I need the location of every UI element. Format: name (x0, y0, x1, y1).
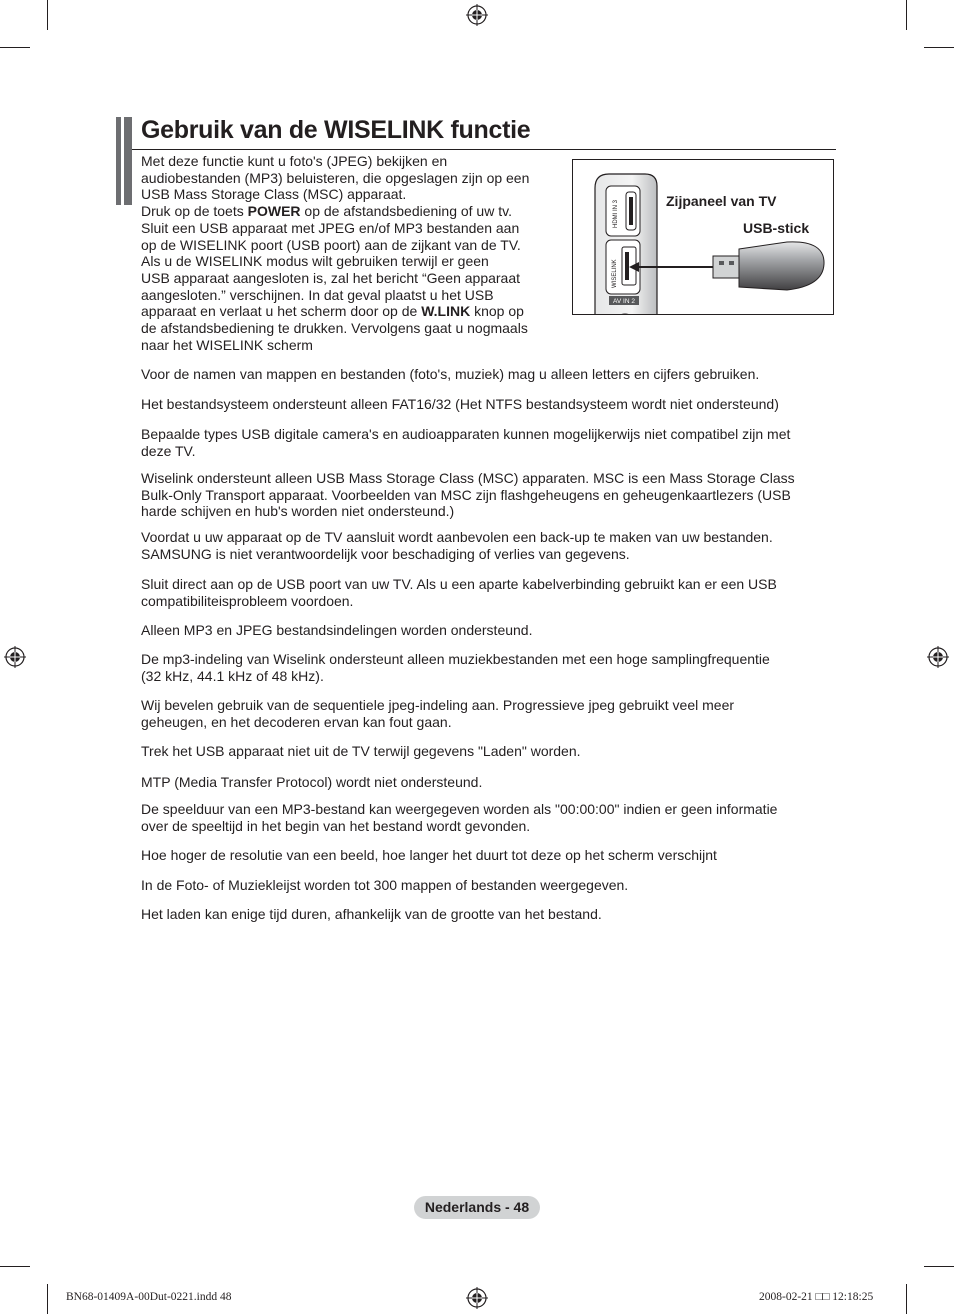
tv-side-panel-illustration (573, 160, 834, 315)
note-line: Voor de namen van mappen en bestanden (foto's, muziek) mag u alleen letters en cijfers gebruiken. (141, 366, 760, 382)
registration-mark-icon (927, 646, 949, 668)
note-line: Bepaalde types USB digitale camera's en audioapparaten kunnen mogelijkerwijs niet compatibel zijn met (141, 426, 791, 442)
page-title: Gebruik van de WISELINK functie (141, 116, 531, 144)
intro-text (141, 153, 561, 353)
note-line: De speelduur van een MP3-bestand kan weergegeven worden als "00:00:00" indien er geen informatie (141, 801, 778, 817)
note-line: Het bestandsysteem ondersteunt alleen FAT16/32 (Het NTFS bestandsysteem wordt niet ondersteund) (141, 396, 779, 412)
note-line: Wiselink ondersteunt alleen USB Mass Storage Class (MSC) apparaten. MSC is een Mass Storage Class (141, 470, 795, 486)
usb-stick-label: USB-stick (743, 220, 810, 236)
note-item (141, 877, 841, 894)
note-item (141, 366, 841, 383)
intro-line: Met deze functie kunt u foto's (JPEG) bekijken en (141, 153, 448, 169)
note-item (141, 576, 841, 609)
registration-mark-icon (466, 4, 488, 26)
note-item (141, 396, 841, 413)
note-line: Hoe hoger de resolutie van een beeld, hoe langer het duurt tot deze op het scherm verschijnt (141, 847, 717, 863)
crop-mark (906, 1284, 907, 1314)
av-port-label: AV IN 2 (613, 298, 635, 305)
note-line: In de Foto- of Muziekleijst worden tot 300 mappen of bestanden weergegeven. (141, 877, 629, 893)
usb-connection-figure (572, 159, 834, 315)
note-line: Wij bevelen gebruik van de sequentiele jpeg-indeling aan. Progressieve jpeg gebruikt veel meer (141, 697, 735, 713)
intro-line: audiobestanden (MP3) beluisteren, die opgeslagen zijn op een (141, 169, 530, 186)
note-item (141, 622, 841, 639)
note-item (141, 906, 841, 923)
crop-mark (0, 1266, 30, 1267)
intro-line (141, 303, 561, 320)
wiselink-port-label: WISELINK (612, 259, 618, 288)
crop-mark (924, 1266, 954, 1267)
note-line: over de speeltijd in het begin van het bestand wordt gevonden. (141, 817, 531, 834)
registration-mark-icon (466, 1287, 488, 1309)
intro-text-run: op de afstandsbediening of uw tv. (300, 203, 512, 220)
note-item (141, 801, 841, 834)
intro-line: Als u de WISELINK modus wilt gebruiken terwijl er geen (141, 253, 489, 270)
note-line: Voordat u uw apparaat op de TV aansluit wordt aanbevolen een back-up te maken van uw bestanden. (141, 529, 773, 545)
note-item (141, 651, 841, 684)
intro-line: aangesloten.” verschijnen. In dat geval plaatst u het USB (141, 286, 494, 303)
crop-mark (0, 47, 30, 48)
footer-timestamp: 2008-02-21 □□ 12:18:25 (759, 1291, 874, 1303)
note-item (141, 426, 841, 459)
note-line: Bulk-Only Transport apparaat. Voorbeelden van MSC zijn flashgeheugens en geheugenkaartlezers (USB (141, 486, 791, 503)
note-line: De mp3-indeling van Wiselink ondersteunt alleen muziekbestanden met een hoge samplingfrequentie (141, 651, 770, 667)
note-line: MTP (Media Transfer Protocol) wordt niet ondersteund. (141, 774, 483, 790)
intro-text-run: knop op (470, 303, 524, 320)
note-item (141, 470, 841, 520)
power-key-label: POWER (247, 203, 301, 220)
side-panel-label: Zijpaneel van TV (666, 193, 777, 209)
intro-line: USB apparaat aangesloten is, zal het bericht “Geen apparaat (141, 269, 521, 286)
note-item (141, 697, 841, 730)
note-line: (32 kHz, 44.1 kHz of 48 kHz). (141, 667, 324, 684)
footer-filename: BN68-01409A-00Dut-0221.indd 48 (66, 1291, 232, 1303)
hdmi-port-label: HDMI IN 3 (613, 199, 619, 228)
title-accent-bar (116, 117, 121, 205)
intro-line: op de WISELINK poort (USB poort) aan de zijkant van de TV. (141, 236, 521, 253)
note-line: SAMSUNG is niet verantwoordelijk voor beschadiging of verlies van gegevens. (141, 545, 630, 562)
intro-line: Sluit een USB apparaat met JPEG en/of MP3 bestanden aan (141, 219, 520, 236)
note-line: Sluit direct aan op de USB poort van uw TV. Als u een aparte kabelverbinding gebruikt kan er een USB (141, 576, 777, 592)
crop-mark (47, 0, 48, 30)
note-line: compatibiliteisprobleem voordoen. (141, 592, 354, 609)
note-item (141, 847, 841, 864)
intro-line: USB Mass Storage Class (MSC) apparaat. (141, 186, 407, 203)
note-item (141, 774, 841, 791)
note-line: Alleen MP3 en JPEG bestandsindelingen worden ondersteund. (141, 622, 533, 638)
intro-text-run: Druk op de toets (141, 203, 248, 220)
intro-text-run: apparaat en verlaat u het scherm door op de (141, 303, 422, 320)
crop-mark (924, 47, 954, 48)
note-line: deze TV. (141, 442, 196, 459)
crop-mark (906, 0, 907, 30)
title-accent-bar (124, 117, 132, 205)
note-line: Trek het USB apparaat niet uit de TV terwijl gegevens "Laden" worden. (141, 743, 581, 759)
intro-line: de afstandsbediening te drukken. Vervolgens gaat u nogmaals (141, 320, 528, 337)
intro-line (141, 203, 561, 220)
wlink-key-label: W.LINK (421, 303, 471, 320)
crop-mark (47, 1284, 48, 1314)
intro-line: naar het WISELINK scherm (141, 336, 313, 353)
note-line: harde schijven en hub's worden niet ondersteund.) (141, 503, 455, 520)
note-line: Het laden kan enige tijd duren, afhankelijk van de grootte van het bestand. (141, 906, 602, 922)
registration-mark-icon (4, 646, 26, 668)
title-divider (132, 149, 836, 150)
note-item (141, 743, 841, 760)
note-item (141, 529, 841, 562)
note-line: geheugen, en het decoderen ervan kan fout gaan. (141, 713, 452, 730)
page-number-badge: Nederlands - 48 (414, 1196, 540, 1219)
